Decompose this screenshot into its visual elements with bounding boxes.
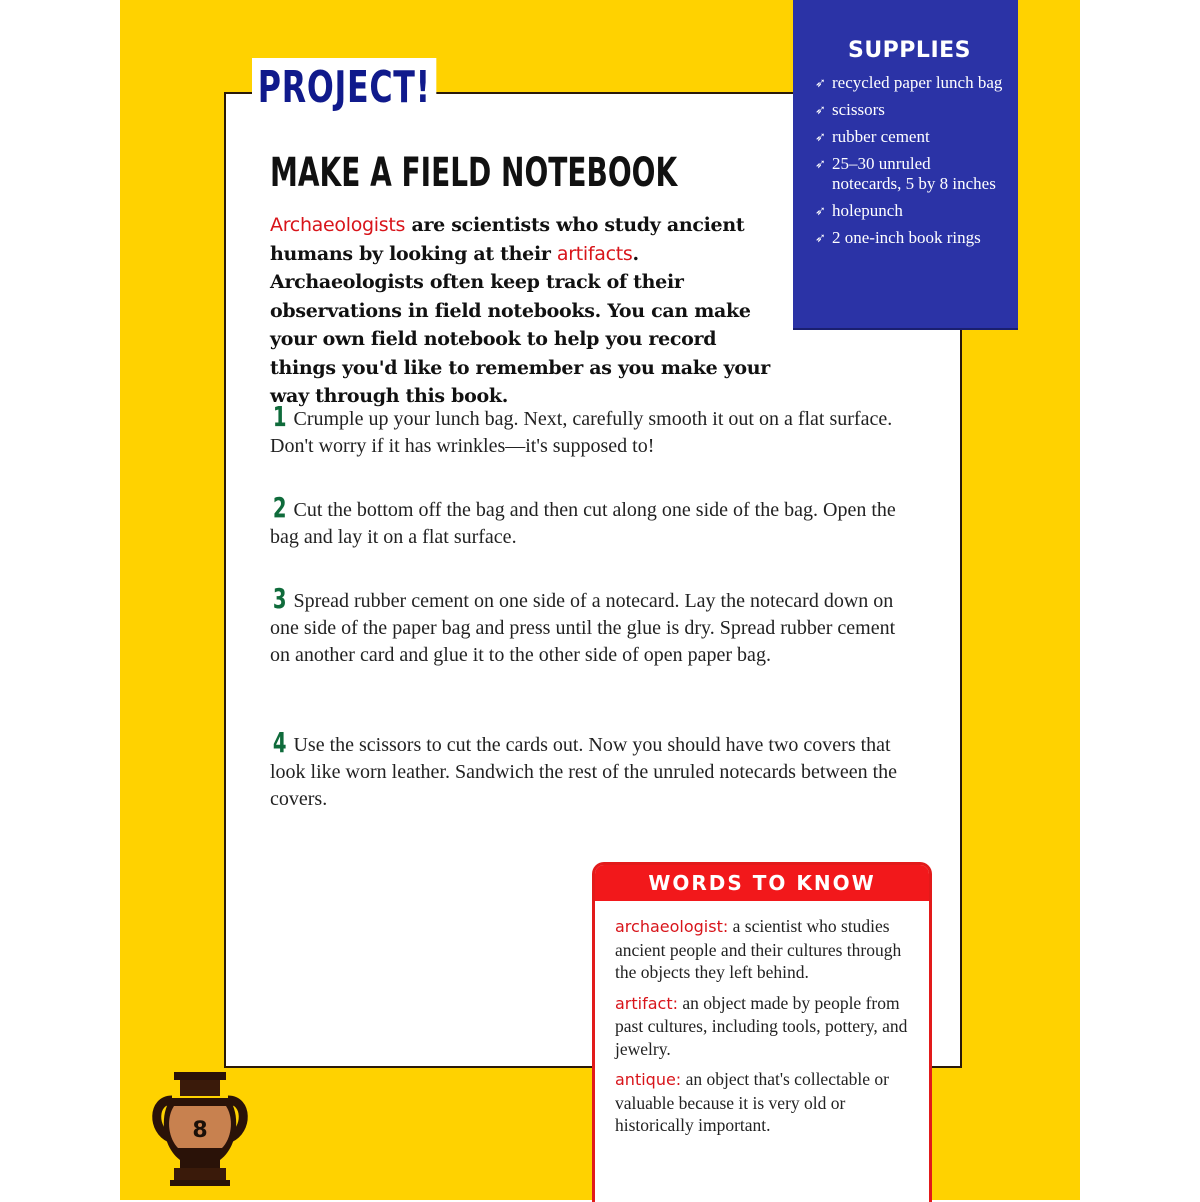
glossary-term: artifact:: [615, 993, 678, 1013]
step-number: 3: [272, 582, 287, 615]
supplies-list: [815, 73, 1004, 248]
glossary-entry: [615, 992, 911, 1061]
intro-text-2: . Archaeologists often keep track of their observations in field notebooks. You can make your own field notebook to help you record things you'd like to remember as you make your way through this book.: [270, 242, 771, 407]
pick-arrow-icon: ➶: [815, 156, 826, 171]
step-3: [270, 582, 910, 669]
pick-arrow-icon: ➶: [815, 129, 826, 144]
glossary-entry: [615, 915, 911, 984]
step-number: 2: [272, 491, 287, 524]
pick-arrow-icon: ➶: [815, 102, 826, 117]
step-number: 4: [272, 726, 287, 759]
step-text: Spread rubber cement on one side of a notecard. Lay the notecard down on one side of the paper bag and press until the glue is dry. Spread rubber cement on another card and glue it to the other side of open paper bag.: [270, 590, 896, 666]
supply-item: ➶ rubber cement: [815, 127, 930, 146]
supply-item: ➶ 2 one-inch book rings: [815, 228, 981, 247]
supplies-box: [793, 0, 1018, 330]
glossary-entry: [615, 1068, 911, 1137]
pick-arrow-icon: ➶: [815, 230, 826, 245]
intro-paragraph: [270, 211, 770, 411]
words-to-know-title: WORDS TO KNOW: [595, 865, 929, 901]
glossary-list: [595, 901, 929, 1137]
supplies-title: SUPPLIES: [847, 38, 972, 63]
words-to-know-box: [592, 862, 932, 1202]
pick-arrow-icon: ➶: [815, 203, 826, 218]
step-text: Cut the bottom off the bag and then cut along one side of the bag. Open the bag and lay it on a flat surface.: [270, 499, 896, 548]
section-label: PROJECT!: [252, 58, 437, 118]
supply-item: ➶ holepunch: [815, 201, 903, 220]
glossary-term: archaeologist:: [615, 917, 729, 936]
page-number: 8: [192, 1118, 208, 1143]
pick-arrow-icon: ➶: [815, 75, 826, 90]
intro-text-1: are scientists who study ancient humans by looking at their: [270, 214, 745, 265]
supply-item: ➶ 25–30 unruled notecards, 5 by 8 inches: [815, 154, 996, 193]
page-title: MAKE A FIELD NOTEBOOK: [270, 150, 678, 196]
step-text: Crumple up your lunch bag. Next, carefully smooth it out on a flat surface. Don't worry if it has wrinkles—it's supposed to!: [270, 408, 893, 457]
step-text: Use the scissors to cut the cards out. Now you should have two covers that look like worn leather. Sandwich the rest of the unruled notecards between the covers.: [270, 734, 898, 810]
term-archaeologists: Archaeologists: [270, 214, 406, 236]
step-1: [270, 400, 910, 460]
step-number: 1: [272, 400, 287, 433]
term-artifacts: artifacts: [556, 242, 633, 265]
step-4: [270, 726, 910, 813]
step-2: [270, 491, 910, 551]
glossary-definition: an object made by people from past cultures, including tools, pottery, and jewelry.: [615, 992, 908, 1059]
supply-item: ➶ scissors: [815, 100, 885, 119]
glossary-definition: an object that's collectable or valuable because it is very old or historically important.: [615, 1069, 889, 1135]
glossary-definition: a scientist who studies ancient people and their cultures through the objects they left behind.: [615, 916, 902, 982]
supply-item: ➶ recycled paper lunch bag: [815, 73, 1003, 92]
glossary-term: antique:: [615, 1070, 682, 1089]
